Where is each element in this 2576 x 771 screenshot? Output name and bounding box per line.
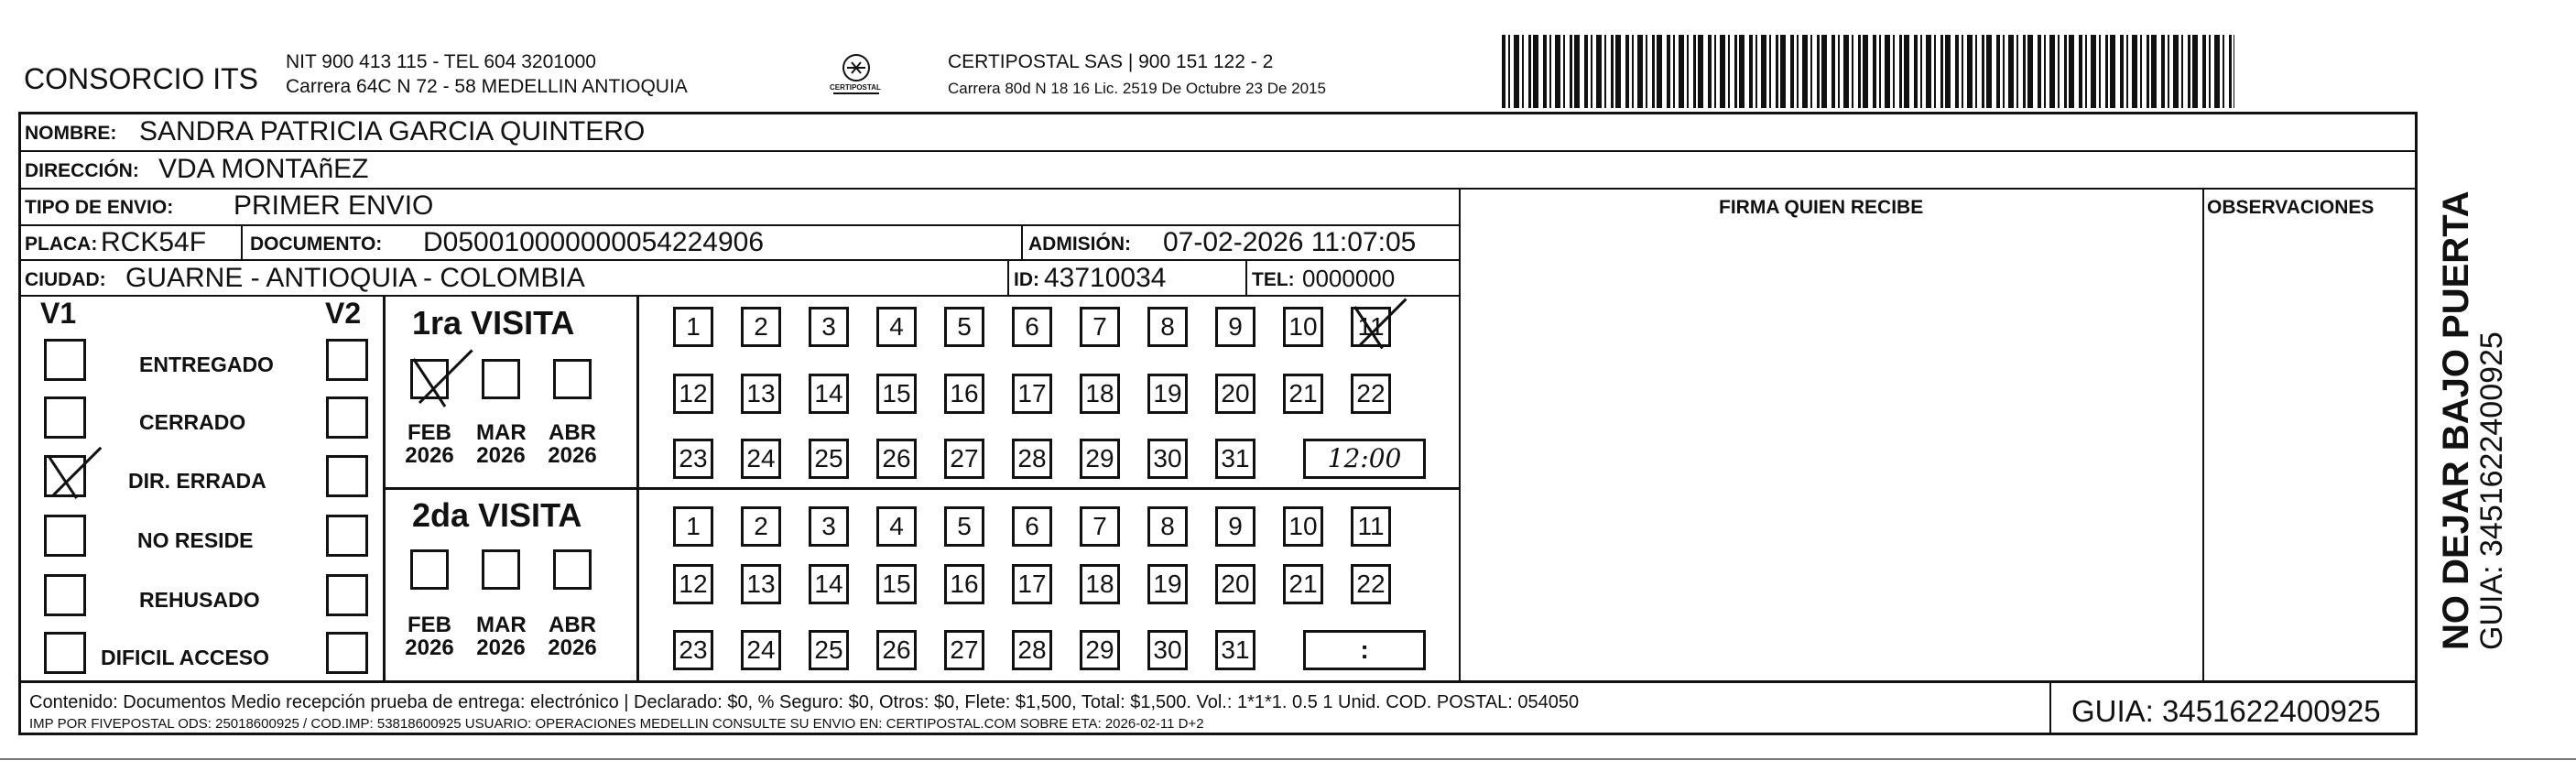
day-box[interactable]: 16 (944, 374, 984, 414)
day-box[interactable]: 21 (1283, 374, 1323, 414)
footer-line (18, 680, 2418, 683)
v2-checkbox[interactable] (326, 339, 368, 381)
month-checkbox[interactable] (482, 359, 520, 399)
tel-label: TEL: (1252, 269, 1295, 290)
document-value: D050010000000054224906 (423, 227, 765, 257)
month-checkbox[interactable] (553, 549, 592, 590)
time-box[interactable]: : (1303, 630, 1426, 670)
day-box[interactable]: 28 (1012, 630, 1052, 670)
month-label (548, 614, 597, 659)
month-checkbox[interactable] (553, 359, 592, 399)
visit-split-line (383, 487, 1461, 490)
row-line-2 (18, 188, 2418, 190)
day-box[interactable]: 3 (809, 307, 849, 347)
day-box[interactable]: 10 (1283, 307, 1323, 347)
day-box[interactable]: 17 (1012, 374, 1052, 414)
day-box[interactable]: 15 (876, 374, 917, 414)
v2-checkbox[interactable] (326, 396, 368, 439)
day-box[interactable]: 20 (1215, 374, 1255, 414)
day-box[interactable]: 26 (876, 630, 917, 670)
row-line-1 (18, 150, 2418, 152)
row-line-4 (18, 259, 1461, 261)
row-line-5 (18, 295, 1461, 297)
day-box[interactable]: 3 (809, 506, 849, 547)
month-name: FEB (408, 613, 451, 637)
time-box-handwritten[interactable]: 12:00 (1303, 439, 1426, 479)
day-box[interactable]: 13 (741, 374, 781, 414)
plate-doc-divider (241, 224, 243, 259)
day-box[interactable]: 11 (1351, 506, 1391, 547)
admission-value: 07-02-2026 11:07:05 (1163, 227, 1417, 257)
form-border-bottom (18, 733, 2418, 735)
day-box[interactable]: 29 (1080, 439, 1120, 479)
month-year: 2026 (548, 443, 597, 469)
row-line-3 (18, 224, 1461, 226)
v2-header: V2 (325, 297, 362, 330)
company-name: CONSORCIO ITS (24, 62, 259, 95)
address-label: DIRECCIÓN: (25, 160, 139, 181)
city-value: GUARNE - ANTIOQUIA - COLOMBIA (125, 263, 585, 293)
recipient-address: VDA MONTAñEZ (158, 154, 369, 184)
month-name: ABR (549, 613, 596, 637)
day-box[interactable]: 17 (1012, 564, 1052, 604)
logo-text: CERTIPOSTAL (830, 83, 881, 92)
day-box[interactable]: 24 (741, 630, 781, 670)
certipostal-logo (824, 48, 888, 104)
signature-header: FIRMA QUIEN RECIBE (1719, 197, 1924, 218)
day-box[interactable]: 14 (809, 374, 849, 414)
side-guia: GUIA: 3451622400925 (2474, 331, 2509, 650)
month-year: 2026 (405, 635, 454, 661)
day-box[interactable]: 18 (1080, 374, 1120, 414)
v1-checkbox[interactable] (44, 515, 86, 557)
company-address: Carrera 64C N 72 - 58 MEDELLIN ANTIOQUIA (286, 76, 688, 97)
month-checkbox[interactable] (410, 549, 449, 590)
month-name: MAR (476, 613, 527, 637)
month-label (476, 614, 526, 659)
day-box[interactable]: 6 (1012, 307, 1052, 347)
month-year: 2026 (405, 443, 454, 469)
day-box[interactable]: 25 (809, 439, 849, 479)
name-label: NOMBRE: (25, 123, 117, 144)
plate-label: PLACA: (25, 233, 98, 255)
day-box[interactable]: 27 (944, 630, 984, 670)
v2-checkbox[interactable] (326, 632, 368, 674)
tel-value: 0000000 (1302, 265, 1396, 292)
day-box[interactable]: 14 (809, 564, 849, 604)
day-box[interactable]: 8 (1147, 307, 1188, 347)
day-box[interactable]: 20 (1215, 564, 1255, 604)
v1-checkbox[interactable] (44, 396, 86, 439)
first-visit-title: 1ra VISITA (412, 304, 575, 342)
day-box[interactable]: 7 (1080, 506, 1120, 547)
nit-line: NIT 900 413 115 - TEL 604 3201000 (286, 51, 596, 72)
day-box[interactable]: 26 (876, 439, 917, 479)
day-box[interactable]: 31 (1215, 439, 1255, 479)
day-box[interactable]: 31 (1215, 630, 1255, 670)
day-box[interactable]: 23 (673, 630, 713, 670)
plate-value: RCK54F (101, 227, 207, 257)
id-tel-divider (1245, 259, 1247, 295)
guia-box-divider (2049, 680, 2051, 734)
day-box[interactable]: 24 (741, 439, 781, 479)
day-box[interactable]: 30 (1147, 630, 1188, 670)
form-border-top (18, 112, 2418, 114)
v2-checkbox[interactable] (326, 515, 368, 557)
handwritten-check-mark (40, 442, 106, 508)
document-label: DOCUMENTO: (250, 233, 383, 255)
month-label (476, 421, 526, 467)
certipostal-line2: Carrera 80d N 18 16 Lic. 2519 De Octubre 23 De 2015 (948, 80, 1326, 97)
day-box[interactable]: 22 (1351, 374, 1391, 414)
month-label (548, 421, 597, 467)
day-box[interactable]: 2 (741, 307, 781, 347)
day-box[interactable]: 25 (809, 630, 849, 670)
day-box[interactable]: 4 (876, 307, 917, 347)
barcode (1502, 35, 2234, 108)
day-box[interactable]: 23 (673, 439, 713, 479)
shipping-type: PRIMER ENVIO (234, 190, 434, 221)
day-box[interactable]: 18 (1080, 564, 1120, 604)
status-label: DIR. ERRADA (128, 469, 266, 493)
day-box[interactable]: 8 (1147, 506, 1188, 547)
observations-header: OBSERVACIONES (2207, 197, 2375, 218)
handwritten-check-mark (405, 344, 478, 418)
content-line: Contenido: Documentos Medio recepción prueba de entrega: electrónico | Declarado: $0, % Seguro: $0, Otros: $0, Flete: $1,500, Total: $1,500. Vol.: 1*1*1. 0.5 1 Unid. COD. POSTAL: 054050 (29, 692, 1580, 712)
day-box[interactable]: 30 (1147, 439, 1188, 479)
city-label: CIUDAD: (25, 269, 106, 290)
day-box[interactable]: 5 (944, 506, 984, 547)
id-value: 43710034 (1044, 263, 1167, 293)
v1-checkbox[interactable] (44, 339, 86, 381)
day-box[interactable]: 16 (944, 564, 984, 604)
day-box[interactable]: 7 (1080, 307, 1120, 347)
v2-checkbox[interactable] (326, 574, 368, 616)
month-label (405, 614, 454, 659)
status-label: REHUSADO (139, 588, 260, 612)
form-border-right (2415, 112, 2418, 734)
status-label: NO RESIDE (137, 528, 254, 552)
status-label: DIFICIL ACCESO (101, 646, 270, 669)
day-box[interactable]: 12 (673, 564, 713, 604)
day-box[interactable]: 12 (673, 374, 713, 414)
day-box[interactable]: 4 (876, 506, 917, 547)
day-box[interactable]: 9 (1215, 506, 1255, 547)
month-label (405, 421, 454, 467)
day-box[interactable]: 11 (1351, 307, 1391, 347)
month-year: 2026 (476, 635, 526, 661)
day-box[interactable]: 19 (1147, 374, 1188, 414)
guia-box: GUIA: 3451622400925 (2071, 694, 2381, 728)
day-box[interactable]: 9 (1215, 307, 1255, 347)
month-name: MAR (476, 420, 527, 445)
v2-checkbox[interactable] (326, 455, 368, 497)
month-year: 2026 (476, 443, 526, 469)
certipostal-line1: CERTIPOSTAL SAS | 900 151 122 - 2 (948, 51, 1274, 72)
admission-label: ADMISIÓN: (1028, 233, 1131, 255)
month-year: 2026 (548, 635, 597, 661)
status-label: CERRADO (139, 410, 246, 434)
side-notice: NO DEJAR BAJO PUERTA (2436, 190, 2476, 650)
day-box[interactable]: 28 (1012, 439, 1052, 479)
day-box[interactable]: 27 (944, 439, 984, 479)
recipient-name: SANDRA PATRICIA GARCIA QUINTERO (139, 116, 646, 147)
v1-checkbox[interactable] (44, 574, 86, 616)
day-box[interactable]: 2 (741, 506, 781, 547)
shipping-type-label: TIPO DE ENVIO: (25, 197, 174, 218)
day-box[interactable]: 13 (741, 564, 781, 604)
v1-header: V1 (40, 297, 77, 330)
handwritten-check-mark (1347, 294, 1411, 358)
second-visit-title: 2da VISITA (412, 496, 582, 534)
day-box[interactable]: 29 (1080, 630, 1120, 670)
day-box[interactable]: 10 (1283, 506, 1323, 547)
month-checkbox[interactable] (482, 549, 520, 590)
imp-line: IMP POR FIVEPOSTAL ODS: 25018600925 / COD.IMP: 53818600925 USUARIO: OPERACIONES MEDELLIN CONSULTE SU ENVIO EN: CERTIPOSTAL.COM SOBRE ETA: 2026-02-11 D+2 (29, 716, 1204, 732)
day-box[interactable]: 1 (673, 506, 713, 547)
day-box[interactable]: 15 (876, 564, 917, 604)
day-box[interactable]: 6 (1012, 506, 1052, 547)
v1-checkbox[interactable] (44, 632, 86, 674)
city-id-divider (1007, 259, 1009, 295)
day-box[interactable]: 19 (1147, 564, 1188, 604)
observations-divider (2202, 188, 2204, 682)
no-dejar-bajo-puerta (2438, 190, 2510, 650)
day-box[interactable]: 1 (673, 307, 713, 347)
month-name: FEB (408, 420, 451, 445)
day-box[interactable]: 21 (1283, 564, 1323, 604)
id-label: ID: (1014, 269, 1039, 290)
doc-admission-divider (1021, 224, 1023, 259)
day-box[interactable]: 5 (944, 307, 984, 347)
signature-left-divider (1459, 188, 1461, 682)
form-border-left (18, 112, 21, 734)
status-label: ENTREGADO (139, 353, 274, 376)
month-name: ABR (549, 420, 596, 445)
day-box[interactable]: 22 (1351, 564, 1391, 604)
page-edge-bottom (0, 758, 2576, 760)
